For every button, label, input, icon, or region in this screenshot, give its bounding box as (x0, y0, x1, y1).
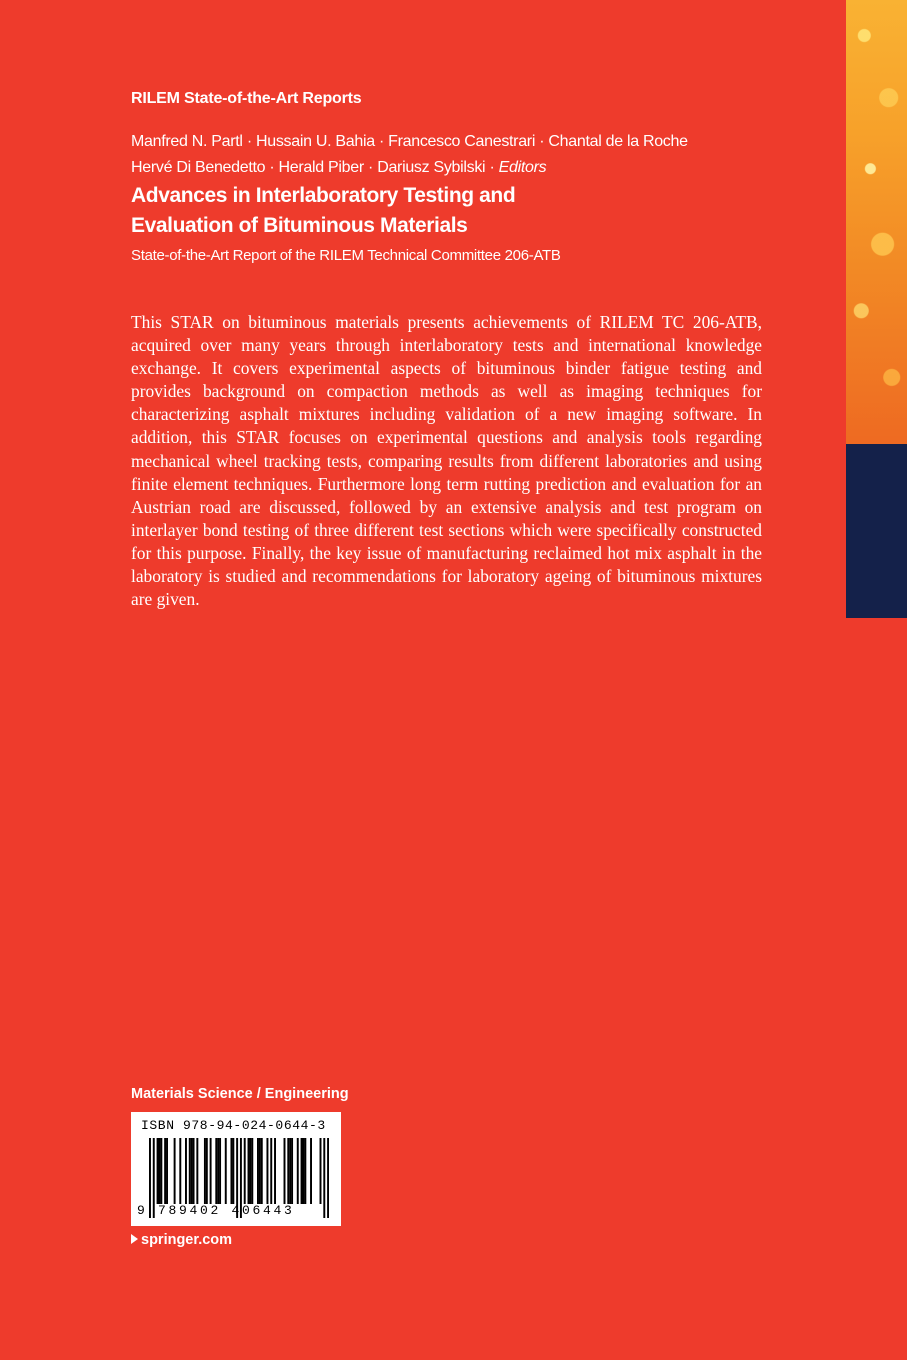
book-subtitle: State-of-the-Art Report of the RILEM Technical Committee 206-ATB (131, 247, 561, 264)
barcode-bar (160, 1138, 162, 1204)
website-link[interactable] (131, 1232, 232, 1248)
barcode-bar (185, 1138, 187, 1204)
barcode-bar (210, 1138, 212, 1204)
barcode-bar (270, 1138, 272, 1204)
barcode-bar (204, 1138, 206, 1204)
barcode-bar (230, 1138, 232, 1204)
barcode-bar (261, 1138, 263, 1204)
barcode-bar (320, 1138, 322, 1204)
barcode-bar (284, 1138, 286, 1204)
subject-category: Materials Science / Engineering (131, 1086, 349, 1102)
barcode-bar (304, 1138, 306, 1204)
arrow-right-icon (131, 1234, 138, 1244)
isbn-number: ISBN 978-94-024-0644-3 (141, 1118, 326, 1133)
barcode-bar (179, 1138, 181, 1204)
editors-line-2 (131, 155, 791, 181)
barcode-bar (191, 1138, 193, 1204)
book-title-line-1: Advances in Interlaboratory Testing and (131, 184, 516, 207)
barcode-bar (302, 1138, 304, 1204)
isbn-barcode (131, 1112, 341, 1226)
book-title (131, 181, 791, 241)
barcode-bar (301, 1138, 303, 1204)
editors-line-2-names: Hervé Di Benedetto · Herald Piber · Dariusz Sybilski · (131, 159, 499, 176)
barcode-bar (217, 1138, 219, 1204)
barcode-bar (251, 1138, 253, 1204)
barcode-bar (274, 1138, 276, 1204)
barcode-bar (287, 1138, 289, 1204)
barcode-bar (248, 1138, 250, 1204)
barcode-bar (219, 1138, 221, 1204)
barcode-bar (257, 1138, 259, 1204)
barcode-bar (310, 1138, 312, 1204)
barcode-bar (158, 1138, 160, 1204)
decorative-stripe-orange (846, 0, 907, 444)
barcode-bar (193, 1138, 195, 1204)
barcode-bar (249, 1138, 251, 1204)
decorative-stripe-navy (846, 444, 907, 618)
barcode-bar (174, 1138, 176, 1204)
barcode-bar (297, 1138, 299, 1204)
editors-list (131, 129, 791, 181)
barcode-bar (289, 1138, 291, 1204)
barcode-bar (206, 1138, 208, 1204)
barcode-bar (166, 1138, 168, 1204)
barcode-bar (215, 1138, 217, 1204)
ean-digits: 9 789402 406443 (137, 1203, 295, 1218)
book-description: This STAR on bituminous materials presents achievements of RILEM TC 206-ATB, acquired over many years through interlaboratory tests and international knowledge exchange. It covers experimental aspects of bituminous binder fatigue testing and provides background on compaction methods as well as imaging techniques for characterizing asphalt mixtures including validation of a new imaging software. In addition, this STAR focuses on experimental questions and analysis tools regarding mechanical wheel tracking tests, comparing results from different laboratories and using finite element techniques. Furthermore long term rutting prediction and evaluation for an Austrian road are discussed, followed by an extensive analysis and test program on interlayer bond testing of three different test sections which were specifically constructed for this purpose. Finally, the key issue of manufacturing reclaimed hot mix asphalt in the laboratory is studied and recommendations for laboratory ageing of bituminous mixtures are given. (131, 312, 762, 610)
barcode-bar (164, 1138, 166, 1204)
series-title: RILEM State-of-the-Art Reports (131, 90, 362, 107)
barcode-bar (259, 1138, 261, 1204)
website-label: springer.com (141, 1232, 233, 1248)
barcode-bar (225, 1138, 227, 1204)
barcode-bar (189, 1138, 191, 1204)
barcode-bar (266, 1138, 268, 1204)
barcode-bar (157, 1138, 159, 1204)
barcode-bar (291, 1138, 293, 1204)
editors-line-1: Manfred N. Partl · Hussain U. Bahia · Francesco Canestrari · Chantal de la Roche (131, 133, 688, 150)
editors-role: Editors (498, 159, 547, 176)
barcode-bar (244, 1138, 246, 1204)
barcode-bar (232, 1138, 234, 1204)
barcode-bar (196, 1138, 198, 1204)
book-title-line-2: Evaluation of Bituminous Materials (131, 214, 468, 237)
